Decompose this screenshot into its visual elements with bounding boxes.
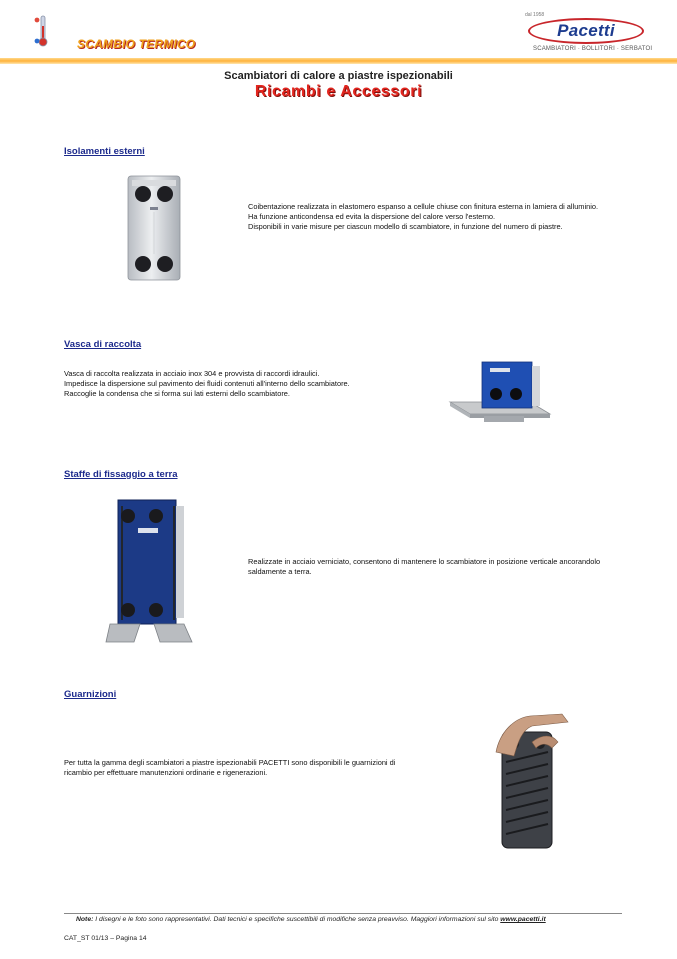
text-line: Vasca di raccolta realizzata in acciaio inox 304 e provvista di raccordi idraulici. bbox=[64, 369, 320, 378]
note-text: I disegni e le foto sono rappresentativi. Dati tecnici e specifiche suscettibili di modifiche senza preavviso. Maggiori informazioni sul sito bbox=[95, 916, 499, 923]
page-subtitle: Ricambi e Accessori bbox=[254, 83, 423, 100]
section-heading-guarnizioni: Guarnizioni bbox=[64, 689, 117, 700]
note-label: Note: bbox=[76, 916, 94, 923]
gasket-plate-image bbox=[492, 712, 572, 850]
section-text-staffe bbox=[248, 557, 618, 577]
insulation-jacket-image bbox=[124, 174, 184, 284]
website-link[interactable]: www.pacetti.it bbox=[500, 916, 546, 923]
section-text-isolamenti bbox=[248, 202, 620, 232]
text-line: Ha funzione anticondensa ed evita la dispersione del calore verso l'esterno. bbox=[248, 212, 496, 221]
section-text-guarnizioni bbox=[64, 758, 424, 778]
header-divider bbox=[0, 58, 677, 64]
page-title: Scambiatori di calore a piastre ispezionabili bbox=[224, 70, 453, 82]
floor-brackets-image bbox=[104, 496, 196, 648]
pacetti-logo[interactable] bbox=[528, 18, 644, 44]
text-line: Realizzate in acciaio verniciato, consentono di mantenere lo scambiatore in posizione verticale ancorandolo saldamente a terra. bbox=[248, 557, 601, 576]
footer-divider bbox=[64, 913, 622, 914]
page-number: CAT_ST 01/13 – Pagina 14 bbox=[64, 935, 147, 942]
text-line: Coibentazione realizzata in elastomero espanso a cellule chiuse con finitura esterna in lamiera di alluminio. bbox=[248, 202, 599, 211]
section-heading-isolamenti: Isolamenti esterni bbox=[64, 146, 145, 157]
section-heading-vasca: Vasca di raccolta bbox=[64, 339, 142, 350]
logo-since: dal 1958 bbox=[525, 12, 545, 18]
section-label: SCAMBIO TERMICO bbox=[77, 37, 196, 51]
section-heading-staffe: Staffe di fissaggio a terra bbox=[64, 469, 178, 480]
text-line: Per tutta la gamma degli scambiatori a piastre ispezionabili PACETTI sono disponibili le guarnizioni di ricambio per effettuare manutenzioni ordinarie e rigenerazioni. bbox=[64, 758, 396, 777]
text-line: Disponibili in varie misure per ciascun modello di scambiatore, in funzione del numero di piastre. bbox=[248, 222, 563, 231]
drip-tray-image bbox=[446, 360, 554, 426]
logo-name: Pacetti bbox=[557, 21, 615, 40]
text-line: Raccoglie la condensa che si forma sui lati esterni dello scambiatore. bbox=[64, 389, 290, 398]
logo-tagline: SCAMBIATORI · BOLLITORI · SERBATOI bbox=[533, 46, 653, 52]
text-line: Impedisce la dispersione sul pavimento dei fluidi contenuti all'interno dello scambiatore. bbox=[64, 379, 350, 388]
thermometer-icon bbox=[34, 14, 54, 48]
footer-note bbox=[76, 916, 546, 923]
section-text-vasca bbox=[64, 369, 394, 399]
